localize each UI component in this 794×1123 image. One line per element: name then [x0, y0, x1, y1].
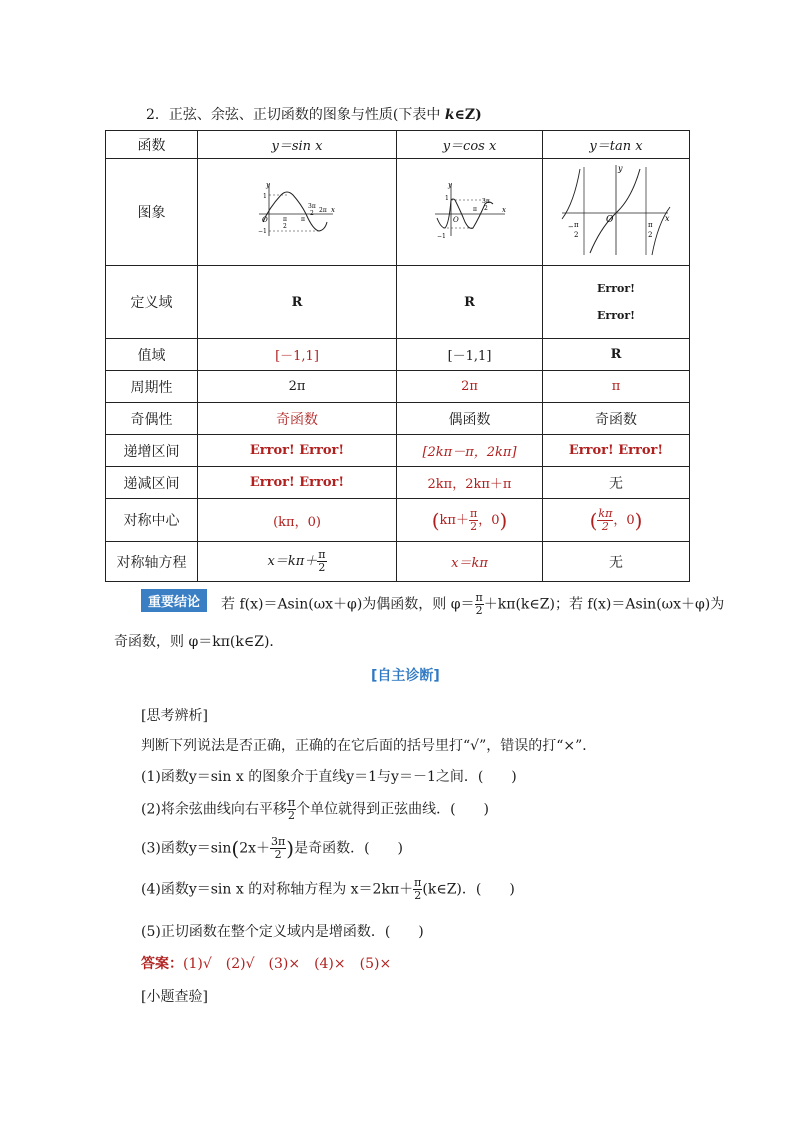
tan-graph-cell [543, 159, 690, 266]
axis-sin [198, 542, 397, 582]
range-sin: [－1,1] [198, 339, 397, 371]
parity-sin: 奇函数 [198, 403, 397, 435]
domain-tan-line2: Error! [597, 309, 635, 322]
sin-origin: O [262, 216, 268, 224]
table-row [106, 499, 690, 542]
table-row [106, 131, 690, 159]
table-row [106, 403, 690, 435]
question-3-frac [270, 836, 286, 861]
table-row [106, 371, 690, 403]
paren-open: ( [431, 508, 440, 532]
question-3-pre: (3)函数y＝sin [141, 840, 232, 857]
paren-close: ) [499, 508, 508, 532]
domain-sin: R [198, 266, 397, 339]
center-cos-left: kπ＋ [439, 512, 469, 528]
answer-line [141, 953, 391, 973]
section-title: [自主诊断] [371, 668, 440, 684]
sin-curve [263, 192, 327, 231]
conclusion-line1 [221, 592, 724, 617]
decreasing-tan: 无 [543, 467, 690, 499]
cos-origin: O [452, 216, 459, 224]
tan-pi-num: π [648, 221, 653, 229]
increasing-tan: Error! Error! [543, 435, 690, 467]
sin-three-pi-den: 2 [310, 210, 314, 217]
frac-numerator: π [469, 506, 478, 520]
table-row [106, 339, 690, 371]
parity-label: 奇偶性 [106, 403, 198, 435]
question-4-pre: (4)函数y＝sin x 的对称轴方程为 x＝2kπ＋ [141, 881, 414, 898]
axis-sin-left: x＝kπ＋ [267, 554, 318, 569]
range-cos: [－1,1] [397, 339, 543, 371]
increasing-label: 递增区间 [106, 435, 198, 467]
frac-numerator: 3π [271, 835, 286, 848]
axis-sin-frac [317, 549, 326, 574]
sin-y-label: y [266, 181, 270, 189]
range-label: 值域 [106, 339, 198, 371]
frac-numerator: π [318, 548, 326, 561]
tan-y-label: y [618, 164, 623, 173]
frac-numerator: π [287, 796, 296, 809]
domain-tan [543, 266, 690, 339]
intro-k: k [444, 107, 455, 123]
parity-tan: 奇函数 [543, 403, 690, 435]
center-cos-right: ，0 [478, 512, 500, 528]
tan-minus-sign: − [568, 223, 574, 231]
frac-numerator: π [414, 876, 422, 889]
table-row [106, 266, 690, 339]
period-cos: 2π [397, 371, 543, 403]
question-3-post: 是奇函数．( ) [294, 840, 404, 857]
table-row [106, 159, 690, 266]
conclusion-frac [475, 592, 484, 617]
think-heading: [思考辨析] [141, 708, 208, 724]
sin-pi: π [301, 216, 305, 223]
answer-values: (1)√ (2)√ (3)× (4)× (5)× [183, 956, 392, 972]
period-sin: 2π [198, 371, 397, 403]
cos-graph [433, 178, 507, 242]
question-3 [141, 836, 403, 861]
center-cos-frac [469, 508, 478, 533]
frac-numerator: π [475, 591, 483, 604]
tan-x-label: x [665, 214, 670, 223]
trig-properties-table [105, 130, 690, 582]
frac-denominator: 2 [274, 848, 282, 861]
paren-open: ( [231, 836, 240, 861]
header-cos: y＝cos x [397, 131, 543, 159]
cos-three-pi-den: 2 [483, 205, 488, 212]
table-row [106, 435, 690, 467]
axis-cos: x＝kπ [397, 542, 543, 582]
sin-graph-cell [198, 159, 397, 266]
sin-two-pi: 2π [319, 207, 327, 214]
decreasing-cos: 2kπ，2kπ＋π [397, 467, 543, 499]
tan-neg-pi-den: 2 [574, 231, 579, 239]
decreasing-label: 递减区间 [106, 467, 198, 499]
question-1: (1)函数y＝sin x 的图象介于直线y＝1与y＝－1之间．( ) [141, 769, 517, 785]
decreasing-sin: Error! Error! [198, 467, 397, 499]
center-sin: (kπ，0) [198, 499, 397, 542]
center-cos [397, 499, 543, 542]
sin-three-pi-num: 3π [308, 203, 316, 210]
cos-y-label: y [447, 181, 452, 189]
sin-one: 1 [263, 193, 267, 200]
cos-three-pi-num: 3π [481, 198, 490, 205]
range-tan: R [543, 339, 690, 371]
axis-label: 对称轴方程 [106, 542, 198, 582]
think-instruction: 判断下列说法是否正确，正确的在它后面的括号里打“√”，错误的打“×”． [141, 738, 597, 754]
frac-denominator: 2 [475, 604, 483, 617]
period-label: 周期性 [106, 371, 198, 403]
paren-close: ) [286, 836, 295, 861]
conclusion-part1: 若 f(x)＝Asin(ωx＋φ)为偶函数，则 φ＝ [221, 596, 475, 613]
center-tan-right: ，0 [613, 512, 635, 528]
header-tan: y＝tan x [543, 131, 690, 159]
tan-neg-pi-num: π [574, 221, 579, 229]
paren-open: ( [589, 508, 598, 532]
tan-curve-main [590, 169, 640, 253]
header-label: 函数 [106, 131, 198, 159]
axis-tan: 无 [543, 542, 690, 582]
question-2-frac [287, 797, 296, 822]
increasing-sin: Error! Error! [198, 435, 397, 467]
cos-pi: π [472, 206, 477, 213]
conclusion-part2: ＋kπ(k∈Z)；若 f(x)＝Asin(ωx＋φ)为 [483, 596, 725, 613]
cos-minus-one: −1 [436, 233, 446, 240]
intro-suffix: ∈Z) [454, 107, 482, 123]
paren-close: ) [634, 508, 643, 532]
sin-pi-half-num: π [283, 216, 287, 223]
intro-prefix: 2．正弦、余弦、正切函数的图象与性质(下表中 [146, 107, 445, 123]
frac-denominator: 2 [414, 889, 422, 902]
question-2-post: 个单位就得到正弦曲线．( ) [296, 801, 490, 818]
frac-denominator: 2 [470, 519, 478, 533]
frac-numerator: kπ [598, 506, 613, 520]
cos-graph-cell [397, 159, 543, 266]
center-tan-frac [597, 508, 613, 533]
graph-row-label: 图象 [106, 159, 198, 266]
conclusion-tag: 重要结论 [141, 589, 207, 612]
question-4-post: (k∈Z)．( ) [422, 881, 515, 898]
tan-origin: O [606, 215, 614, 225]
frac-denominator: 2 [287, 809, 295, 822]
question-2-pre: (2)将余弦曲线向右平移 [141, 801, 287, 818]
frac-denominator: 2 [318, 561, 326, 574]
header-sin: y＝sin x [198, 131, 397, 159]
question-4-frac [413, 877, 422, 902]
table-row [106, 542, 690, 582]
center-label: 对称中心 [106, 499, 198, 542]
sin-minus-one: −1 [258, 228, 267, 235]
question-2 [141, 797, 489, 822]
intro-line [146, 104, 482, 124]
tan-graph [560, 163, 672, 257]
tan-pi-den: 2 [648, 231, 653, 239]
question-5: (5)正切函数在整个定义域内是增函数．( ) [141, 924, 424, 940]
parity-cos: 偶函数 [397, 403, 543, 435]
sin-graph [257, 178, 337, 242]
domain-label: 定义域 [106, 266, 198, 339]
center-tan [543, 499, 690, 542]
domain-cos: R [397, 266, 543, 339]
period-tan: π [543, 371, 690, 403]
sin-pi-half-den: 2 [283, 223, 287, 230]
cos-x-label: x [501, 206, 506, 214]
cos-one: 1 [444, 195, 449, 202]
conclusion-line2: 奇函数，则 φ＝kπ(k∈Z)． [114, 634, 284, 650]
answer-label: 答案： [141, 956, 183, 972]
domain-tan-line1: Error! [597, 282, 635, 295]
increasing-cos: [2kπ－π，2kπ] [397, 435, 543, 467]
sin-x-label: x [331, 206, 335, 214]
table-row [106, 467, 690, 499]
frac-denominator: 2 [601, 519, 609, 533]
question-3-inner: 2x＋ [239, 840, 271, 857]
question-4 [141, 877, 515, 902]
quiz-heading: [小题查验] [141, 989, 208, 1005]
tan-curve-left [562, 169, 580, 219]
